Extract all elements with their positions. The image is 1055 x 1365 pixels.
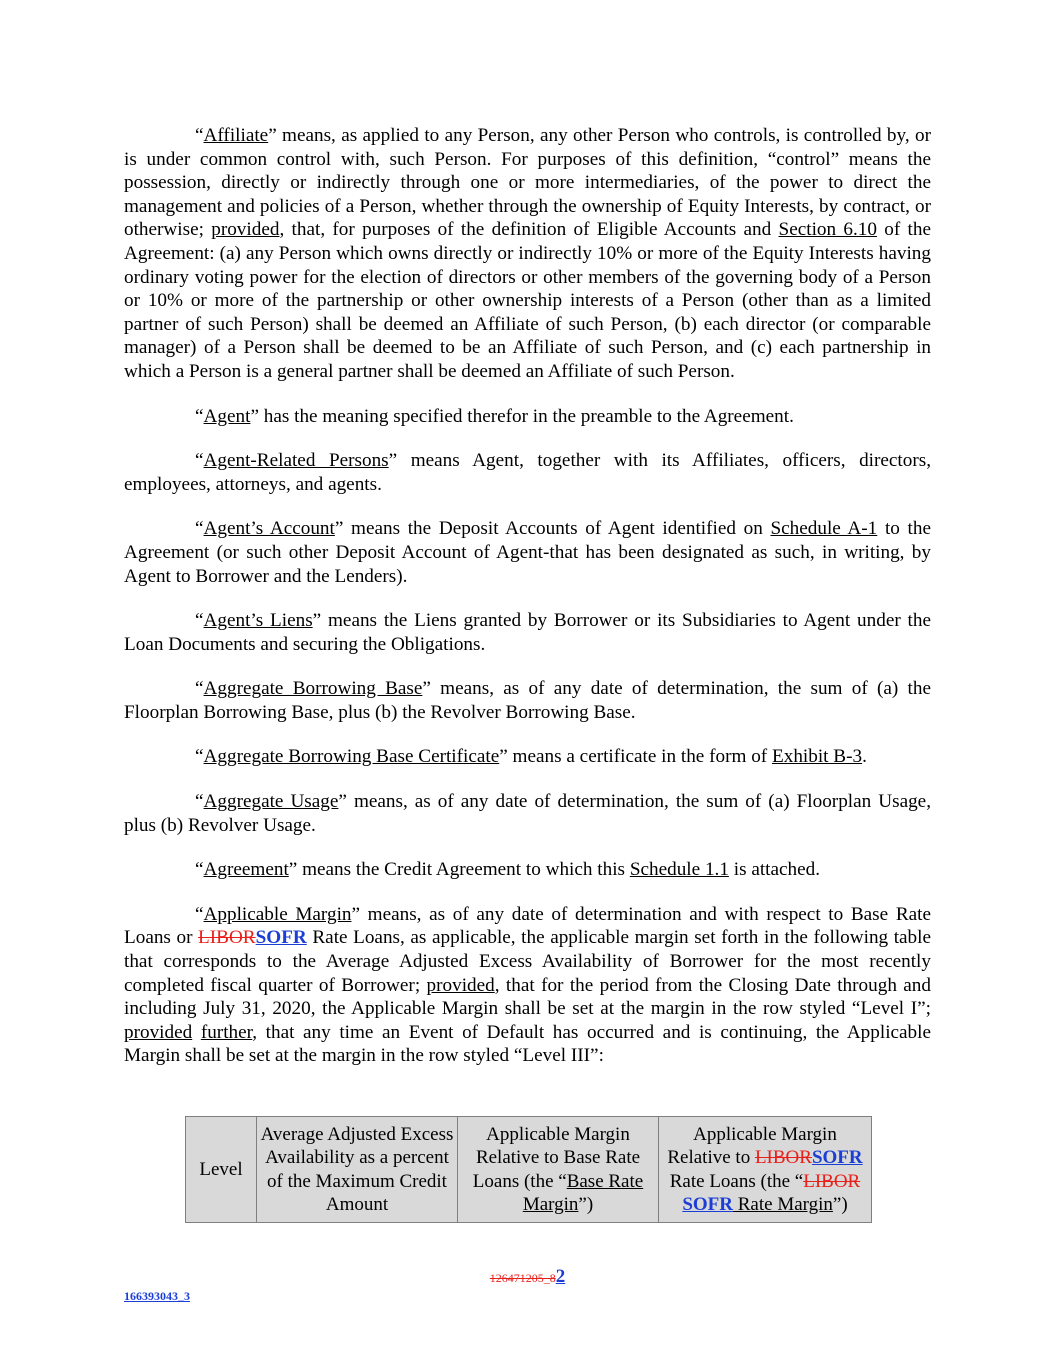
definition-aggregate-bb-certificate: “Aggregate Borrowing Base Certificate” means a certificate in the form of Exhibit B-3.: [195, 746, 867, 768]
header-base-rate-margin: Applicable Margin Relative to Base Rate Loans (the “Base Rate Margin”): [458, 1117, 659, 1223]
term-agents-liens: Agent’s Liens: [203, 610, 313, 632]
applicable-margin-table: [185, 1116, 872, 1223]
definition-applicable-margin: “Applicable Margin” means, as of any date of determination and with respect to Base Rate Loans or LIBORSOFR Rate Loans, as applicable, the applicable margin set forth in the following table that corresponds to the Average Adjusted Excess Availability of Borrower for the most recently completed fiscal quarter of Borrower; provided, that for the period from the Closing Date through and including July 31, 2020, the Applicable Margin shall be set at the margin in the row styled “Level I”; provided further, that any time an Event of Default has occurred and is continuing, the Applicable Margin shall be set at the margin in the row styled “Level III”:: [124, 903, 931, 1067]
header-sofr-rate-margin: Applicable Margin Relative to LIBORSOFR Rate Loans (the “LIBOR SOFR Rate Margin”): [659, 1117, 872, 1223]
term-agents-account: Agent’s Account: [203, 518, 335, 540]
deleted-text: LIBOR: [803, 1170, 861, 1192]
exhibit-reference: Exhibit B-3: [772, 746, 863, 768]
definition-agent: “Agent” has the meaning specified therefor in the preamble to the Agreement.: [195, 405, 794, 427]
deleted-text: LIBOR: [198, 927, 256, 949]
definition-agents-account: “Agent’s Account” means the Deposit Accounts of Agent identified on Schedule A-1 to the Agreement (or such other Deposit Account of Agent-that has been designated as such, in writing, by Agent to Borrower and the Lenders).: [124, 518, 931, 587]
further-term: further: [200, 1021, 253, 1043]
term-aggregate-usage: Aggregate Usage: [203, 791, 339, 813]
page-number: 2: [555, 1266, 566, 1287]
schedule-reference: Schedule 1.1: [629, 859, 729, 881]
term-aggregate-borrowing-base: Aggregate Borrowing Base: [203, 678, 423, 700]
inserted-text: SOFR: [811, 1147, 863, 1169]
section-reference: Section 6.10: [778, 219, 877, 241]
provided-term: provided: [211, 219, 280, 241]
term-aggregate-bb-certificate: Aggregate Borrowing Base Certificate: [203, 746, 500, 768]
term-base-rate-margin: Base Rate Margin: [522, 1170, 644, 1215]
term-agent-related-persons: Agent-Related Persons: [203, 450, 389, 472]
term-applicable-margin: Applicable Margin: [203, 903, 352, 925]
definition-affiliate: “Affiliate” means, as applied to any Person, any other Person who controls, is controlled by, or is under common control with, such Person. For purposes of this definition, “control” means the possession, directly or indirectly through one or more intermediaries, of the power to direct the management and policies of a Person, whether through the ownership of Equity Interests, by contract, or otherwise; provided, that, for purposes of the definition of Eligible Accounts and Section 6.10 of the Agreement: (a) any Person which owns directly or indirectly 10% or more of the Equity Interests having ordinary voting power for the election of directors or other members of the governing body of a Person or 10% or more of the partnership or other ownership interests of a Person (other than as a limited partner of such Person) shall be deemed an Affiliate of such Person, (b) each director (or comparable manager) of a Person shall be deemed to be an Affiliate of such Person, and (c) each partnership in which a Person is a general partner shall be deemed an Affiliate of such Person.: [124, 125, 932, 382]
term-affiliate: Affiliate: [203, 125, 269, 146]
inserted-text: SOFR: [682, 1193, 733, 1215]
definition-agreement: “Agreement” means the Credit Agreement to which this Schedule 1.1 is attached.: [195, 859, 821, 881]
table-header-row: [186, 1117, 872, 1223]
term-agreement: Agreement: [203, 859, 289, 881]
definition-aggregate-usage: “Aggregate Usage” means, as of any date of determination, the sum of (a) Floorplan Usage, plus (b) Revolver Usage.: [124, 791, 931, 836]
document-id: 166393043_3: [124, 1289, 190, 1303]
term-sofr-rate-margin: Rate Margin: [733, 1193, 833, 1215]
definition-agents-liens: “Agent’s Liens” means the Liens granted by Borrower or its Subsidiaries to Agent under the Loan Documents and securing the Obligations.: [124, 610, 931, 655]
provided-term: provided: [124, 1021, 193, 1043]
definition-aggregate-borrowing-base: “Aggregate Borrowing Base” means, as of any date of determination, the sum of (a) the Floorplan Borrowing Base, plus (b) the Revolver Borrowing Base.: [124, 678, 931, 723]
header-availability: Average Adjusted Excess Availability as a percent of the Maximum Credit Amount: [257, 1117, 458, 1223]
provided-term: provided: [426, 974, 495, 996]
term-agent: Agent: [203, 405, 251, 427]
inserted-text: SOFR: [255, 927, 307, 949]
document-body: [124, 124, 931, 1089]
schedule-reference: Schedule A-1: [770, 518, 878, 540]
deleted-text: LIBOR: [754, 1147, 812, 1169]
definition-agent-related-persons: “Agent-Related Persons” means Agent, together with its Affiliates, officers, directors, employees, attorneys, and agents.: [124, 450, 931, 495]
page-footer: [0, 1266, 1055, 1288]
old-reference: 126471205_8: [489, 1271, 556, 1285]
header-level: Level: [186, 1117, 257, 1223]
